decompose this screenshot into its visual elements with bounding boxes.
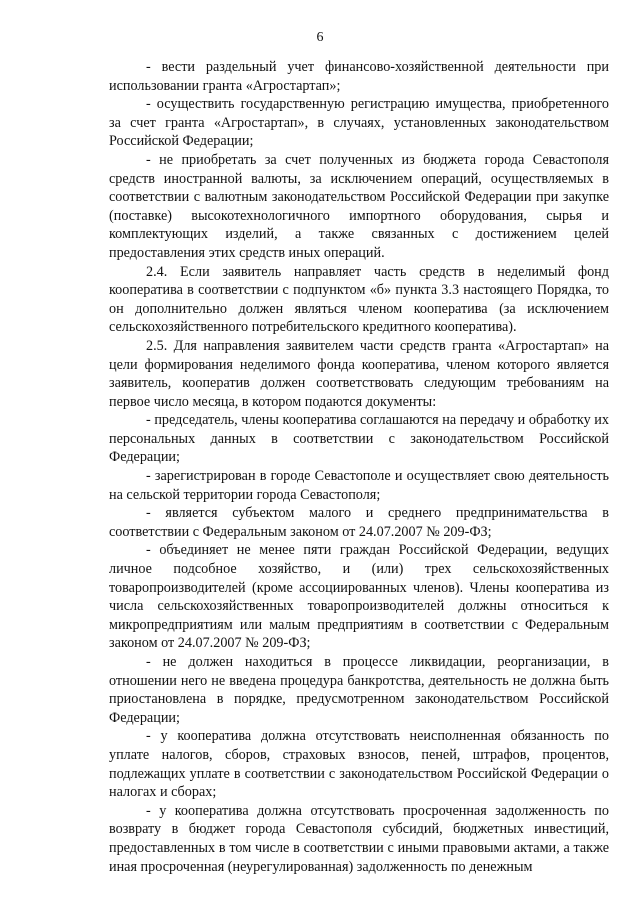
list-item-property-registration: - осуществить государственную регистрацию имущества, приобретенного за счет гранта «Агростартап», в случаях, установленных законодательством Российской Федерации; xyxy=(109,96,609,150)
requirement-registration: - зарегистрирован в городе Севастополе и осуществляет свою деятельность на сельской территории города Севастополя; xyxy=(109,468,609,503)
document-body xyxy=(109,58,609,876)
list-item-separate-accounting: - вести раздельный учет финансово-хозяйственной деятельности при использовании гранта «Агростартап»; xyxy=(109,59,609,94)
requirement-personal-data: - председатель, члены кооператива соглашаются на передачу и обработку их персональных данных в соответствии с законодательством Российской Федерации; xyxy=(109,412,609,466)
requirement-no-tax-debt: - у кооператива должна отсутствовать неисполненная обязанность по уплате налогов, сборов, страховых взносов, пеней, штрафов, процентов, подлежащих уплате в соответствии с законодательством Российской Федерации о налогах и сборах; xyxy=(109,728,609,801)
list-item-foreign-currency: - не приобретать за счет полученных из бюджета города Севастополя средств иностранной валюты, за исключением операций, осуществляемых в соответствии с валютным законодательством Российской Федерации при закупке (поставке) высокотехнологичного импортного оборудования, сырья и комплектующих изделий, а также связанных с достижением целей предоставления этих средств иных операций. xyxy=(109,151,609,261)
requirement-membership: - объединяет не менее пяти граждан Российской Федерации, ведущих личное подсобное хозяйство, и (или) трех сельскохозяйственных товаропроизводителей (кроме ассоциированных членов). Члены кооператива из числа сельскохозяйственных товаропроизводителей должны относиться к микропредприятиям или малым предприятиям в соответствии с Федеральным законом от 24.07.2007 № 209-ФЗ; xyxy=(109,542,609,652)
requirement-no-liquidation: - не должен находиться в процессе ликвидации, реорганизации, в отношении него не введена процедура банкротства, деятельность не должна быть приостановлена в порядке, предусмотренном законодательством Российской Федерации; xyxy=(109,654,609,726)
page-number: 6 xyxy=(316,30,324,45)
requirement-no-overdue-debt: - у кооператива должна отсутствовать просроченная задолженность по возврату в бюджет города Севастополя субсидий, бюджетных инвестиций, предоставленных в том числе в соответствии с иными правовыми актами, а также иная просроченная (неурегулированная) задолженность по денежным xyxy=(109,802,609,875)
requirement-small-business: - является субъектом малого и среднего предпринимательства в соответствии с Федеральным законом от 24.07.2007 № 209-ФЗ; xyxy=(109,505,609,540)
clause-2-5: 2.5. Для направления заявителем части средств гранта «Агростартап» на цели формирования неделимого фонда кооператива, членом которого является заявитель, кооператив должен соответствовать следующим требованиям на первое число месяца, в котором подаются документы: xyxy=(109,337,609,410)
clause-2-4: 2.4. Если заявитель направляет часть средств в неделимый фонд кооператива в соответствии с подпунктом «б» пункта 3.3 настоящего Порядка, то он дополнительно должен являться членом кооператива (за исключением сельскохозяйственного потребительского кредитного кооператива). xyxy=(109,263,609,336)
